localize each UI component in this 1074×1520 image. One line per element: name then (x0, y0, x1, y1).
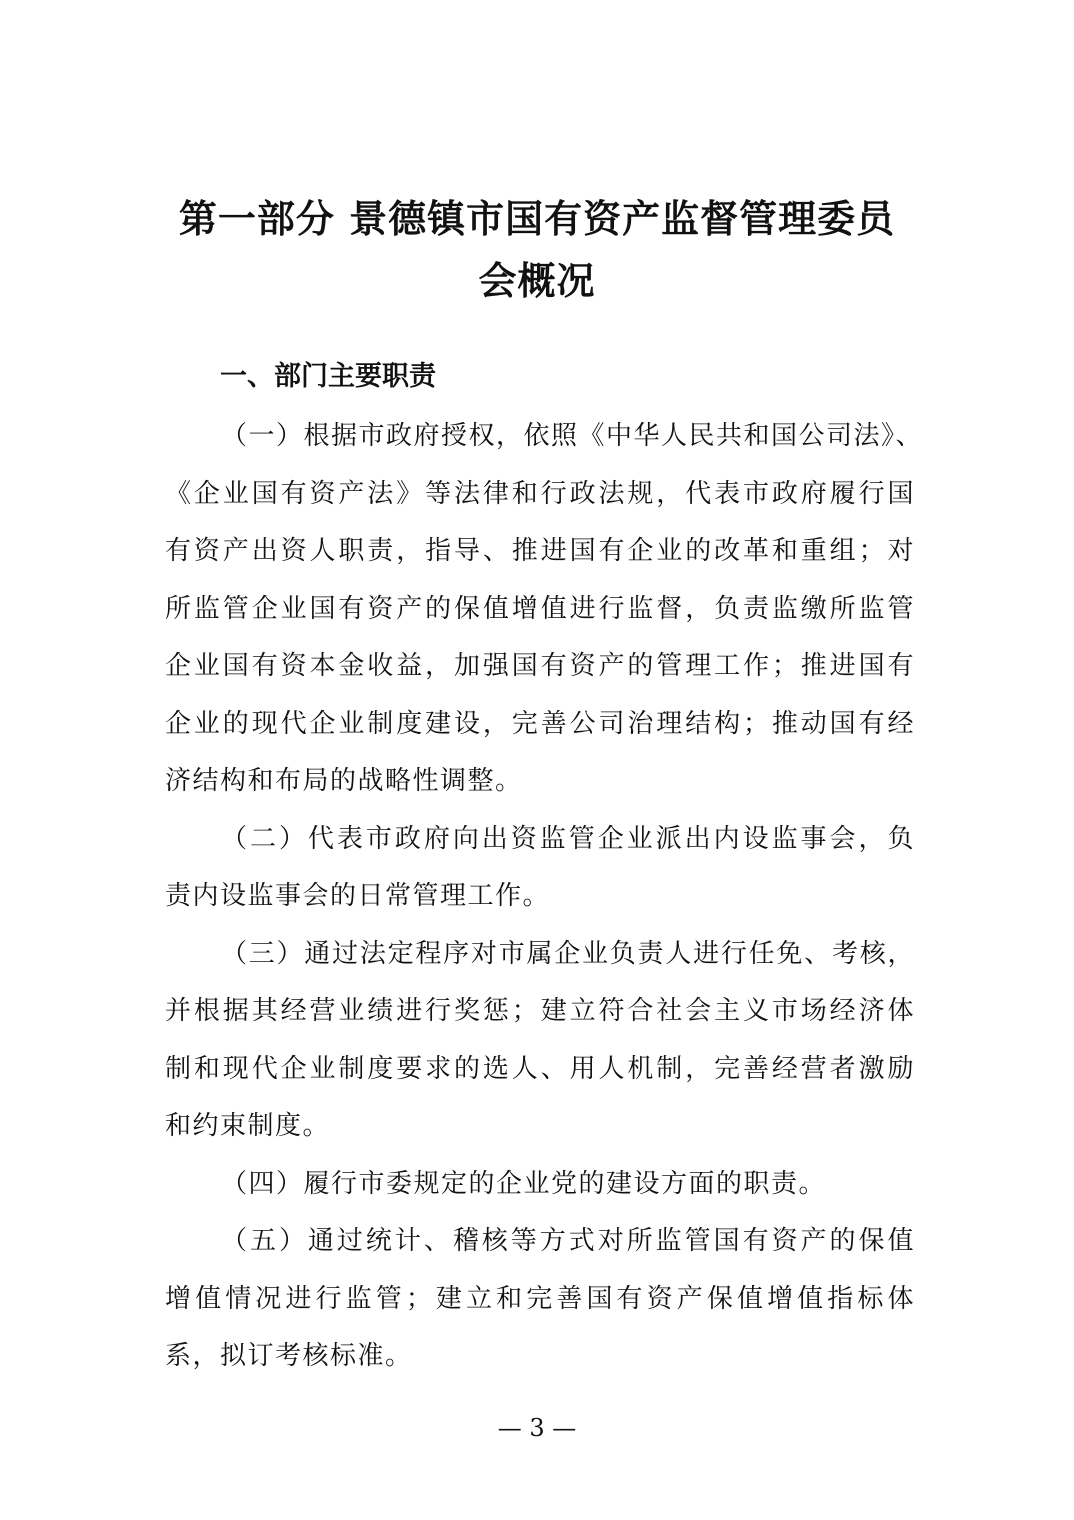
paragraph-5 (165, 1213, 915, 1386)
paragraph-line: 济结构和布局的战略性调整。 (165, 766, 523, 796)
paragraph-line: 和约束制度。 (165, 1111, 331, 1141)
paragraph-4 (165, 1156, 915, 1214)
title-line-1: 第一部分 景德镇市国有资产监督管理委员 (178, 197, 896, 241)
document-body (165, 408, 924, 1386)
paragraph-line: （三）通过法定程序对市属企业负责人进行任免、考核， (221, 938, 915, 969)
paragraph-line: 制和现代企业制度要求的选人、用人机制，完善经营者激励 (165, 1053, 915, 1084)
page-number: — 3 — (497, 1414, 577, 1442)
page-title (140, 188, 934, 312)
paragraph-line: 有资产出资人职责，指导、推进国有企业的改革和重组；对 (165, 536, 915, 566)
paragraph-line: 企业的现代企业制度建设，完善公司治理结构；推动国有经 (165, 708, 915, 739)
paragraph-line: 系，拟订考核标准。 (165, 1341, 413, 1371)
paragraph-line: （一）根据市政府授权，依照《中华人民共和国公司法》、 (221, 421, 924, 451)
paragraph-line: 并根据其经营业绩进行奖惩；建立符合社会主义市场经济体 (165, 996, 915, 1026)
paragraph-2 (165, 811, 915, 926)
paragraph-line: 增值情况进行监管；建立和完善国有资产保值增值指标体 (165, 1283, 915, 1314)
paragraph-3 (165, 926, 915, 1156)
paragraph-line: 企业国有资本金收益，加强国有资产的管理工作；推进国有 (165, 651, 915, 681)
title-line-2: 会概况 (478, 259, 596, 303)
paragraph-line: 《企业国有资产法》等法律和行政法规，代表市政府履行国 (165, 478, 915, 509)
paragraph-line: 所监管企业国有资产的保值增值进行监督，负责监缴所监管 (165, 593, 915, 624)
section-heading: 一、部门主要职责 (220, 361, 436, 392)
paragraph-1 (165, 408, 924, 811)
paragraph-line: （二）代表市政府向出资监管企业派出内设监事会，负 (221, 823, 915, 854)
paragraph-line: 责内设监事会的日常管理工作。 (165, 881, 551, 911)
paragraph-line: （五）通过统计、稽核等方式对所监管国有资产的保值 (221, 1226, 915, 1256)
paragraph-line: （四）履行市委规定的企业党的建设方面的职责。 (221, 1168, 827, 1199)
